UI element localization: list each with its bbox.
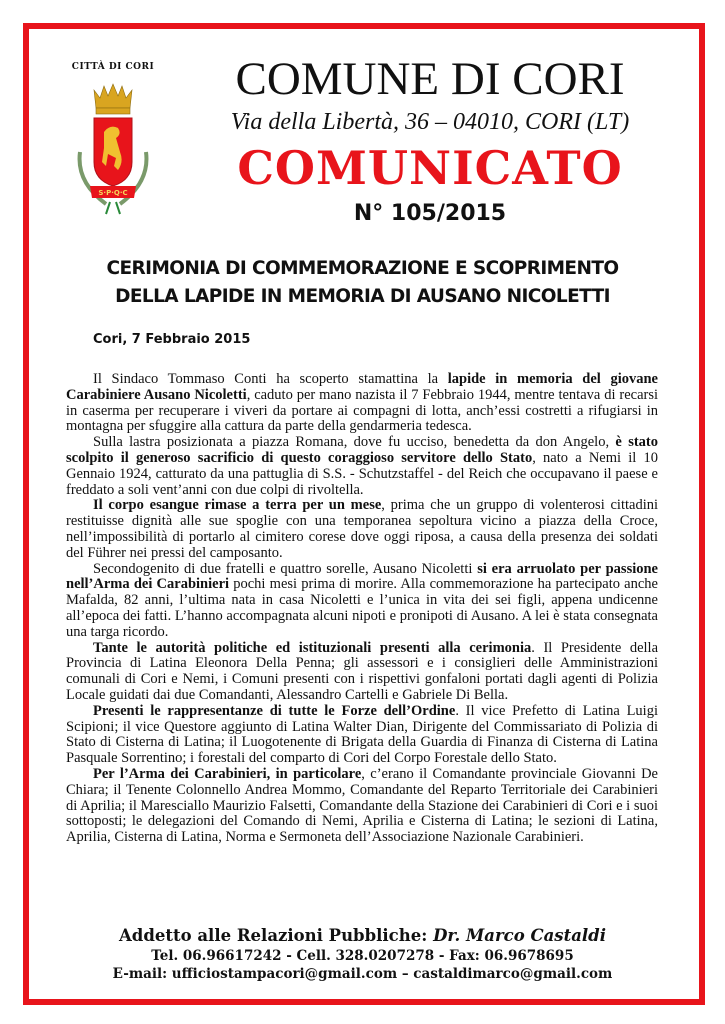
paragraph xyxy=(66,435,658,498)
text: Sulla lastra posizionata a piazza Romana, dove fu ucciso, benedetta da don Angelo, xyxy=(93,434,616,451)
text: Il Sindaco Tommaso Conti ha scoperto stamattina la xyxy=(93,371,448,387)
headline-line: CERIMONIA DI COMMEMORAZIONE E SCOPRIMENTO xyxy=(106,258,619,279)
bold-text: Tante le autorità politiche ed istituzionali presenti alla cerimonia xyxy=(93,639,532,656)
article-body xyxy=(66,372,658,846)
paragraph xyxy=(66,498,658,561)
crest-motto: S·P·Q·C xyxy=(98,189,128,197)
address: Via della Libertà, 36 – 04010, CORI (LT) xyxy=(230,109,630,135)
headline xyxy=(40,255,685,311)
bold-text: Il corpo esangue rimase a terra per un mese xyxy=(93,497,382,514)
coat-of-arms-icon xyxy=(66,62,160,222)
paragraph xyxy=(66,641,658,704)
text: . Il Presidente della Provincia di Latina Eleonora Della Penna; gli assessori e i consiglieri delle Amministrazioni comunali di Cori e Nemi, i Comuni presenti con i rispettivi gonfaloni portati dagli agenti di Polizia Locale guidati dai due Comandanti, Alessandro Cartelli e Gabriele Di Bella. xyxy=(66,639,659,703)
contact-name: Dr. Marco Castaldi xyxy=(433,926,606,945)
text: Secondogenito di due fratelli e quattro sorelle, Ausano Nicoletti xyxy=(93,560,478,577)
date-line: Cori, 7 Febbraio 2015 xyxy=(93,332,251,347)
crest-label: CITTÀ DI CORI xyxy=(71,62,155,72)
paragraph xyxy=(66,562,658,641)
text: . Il vice Prefetto di Latina Luigi Scipioni; il vice Questore aggiunto di Latina Walter Dian, Dirigente del Commissariato di Polizia di Stato di Cisterna di Latina; il Luogotenente di Brigata della Guardia di Finanza di Cisterna di Latina Pasquale Sorrentino; i forestali del comparto di Cori del Corpo Forestale dello Stato. xyxy=(66,702,658,767)
text: , c’erano il Comandante provinciale Giovanni De Chiara; il Tenente Colonnello Andrea Mommo, Comandante del Reparto Territoriale dei Carabinieri di Aprilia; il Maresciallo Maurizio Falsetti, Comandante della Stazione dei Carabinieri di Cori e i suoi sottoposti; le delegazioni del Comando di Nemi, Aprilia e Cisterna di Latina; le sezioni di Latina, Aprilia, Cisterna di Latina, Norma e Sermoneta dell’Associazione Nazionale Carabinieri. xyxy=(66,765,658,846)
bold-text: è stato scolpito il generoso sacrificio di questo coraggioso servitore dello Stato xyxy=(66,434,658,466)
page-title: COMUNE DI CORI xyxy=(235,53,625,105)
paragraph xyxy=(66,372,658,435)
paragraph xyxy=(66,767,658,846)
bold-text: lapide in memoria del giovane Carabiniere Ausano Nicoletti xyxy=(66,371,658,403)
bold-text: si era arruolato per passione nell’Arma dei Carabinieri xyxy=(66,560,658,593)
text: pochi mesi prima di morire. Alla commemorazione ha partecipato anche Mafalda, 82 anni, l’ultima nata in casa Nicoletti e l’unica in vita dei sei figli, appena undicenne all’epoca dei fatti. L’hanno accompagnata alcuni nipoti e pronipoti di Ausano. A lei è stata consegnata una targa ricordo. xyxy=(66,576,658,640)
text: , nato a Nemi il 10 Gennaio 1924, catturato da una pattuglia di S.S. - Schutzstaffel - del Reich che occupavano il paese e freddato a soli vent’anni con due colpi di rivoltella. xyxy=(66,449,659,498)
bold-text: Per l’Arma dei Carabinieri, in particolare xyxy=(93,765,362,782)
contact-role: Addetto alle Relazioni Pubbliche: xyxy=(119,926,434,945)
text: , prima che un gruppo di volenterosi cittadini restituisse dignità alle sue spoglie con una temporanea sepoltura vicino a piazza della Croce, nell’impossibilità di portarlo al cimitero corese dove oggi riposa, a causa della presenza dei soldati del Führer nei pressi del camposanto. xyxy=(66,497,659,561)
contact-emails[interactable]: E-mail: ufficiostampacori@gmail.com – castaldimarco@gmail.com xyxy=(112,966,613,982)
document-type: COMUNICATO xyxy=(237,141,623,195)
press-contact xyxy=(40,926,685,946)
document-number: N° 105/2015 xyxy=(353,201,507,226)
bold-text: Presenti le rappresentanze di tutte le Forze dell’Ordine xyxy=(93,702,456,719)
paragraph xyxy=(66,704,658,767)
headline-line: DELLA LAPIDE IN MEMORIA DI AUSANO NICOLETTI xyxy=(115,286,610,307)
text: , caduto per mano nazista il 7 Febbraio 1944, mentre tentava di recarsi in caserma per recuperare i viveri da portare ai compagni di lotta, anch’essi costretti a rifugiarsi in montagna per sfuggire alla cattura da parte della gendarmeria tedesca. xyxy=(66,386,659,435)
city-crest xyxy=(66,62,160,222)
contact-phones: Tel. 06.96617242 - Cell. 328.0207278 - Fax: 06.9678695 xyxy=(151,948,574,964)
